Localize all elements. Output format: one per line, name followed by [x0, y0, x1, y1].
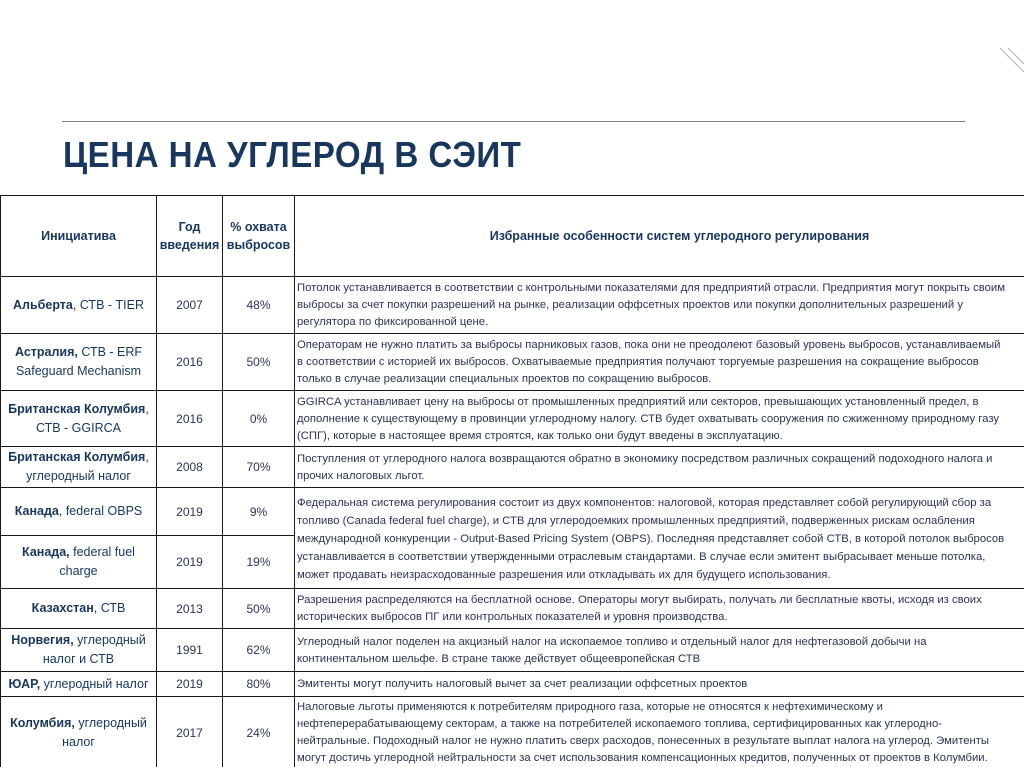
coverage-cell: 19% [223, 536, 295, 589]
initiative-cell: Альберта, СТВ - TIER [1, 277, 157, 334]
page-title: ЦЕНА НА УГЛЕРОД В СЭИТ [63, 134, 522, 175]
coverage-cell: 70% [223, 447, 295, 488]
initiative-cell: Британская Колумбия, СТВ - GGIRCA [1, 391, 157, 447]
initiative-cell: Канада, federal fuel charge [1, 536, 157, 589]
table-header-row [1, 196, 1024, 277]
features-cell: Углеродный налог поделен на акцизный налог на ископаемое топливо и отдельный налог для нефтегазовой добычи на континентальном шельфе. В стране также действует общеевропейская СТВ [295, 629, 1024, 672]
table-row [1, 391, 1024, 447]
coverage-cell: 50% [223, 334, 295, 391]
coverage-cell: 80% [223, 672, 295, 697]
year-cell: 2017 [157, 697, 223, 767]
corner-fold-icon [1000, 48, 1024, 72]
features-cell: Поступления от углеродного налога возвращаются обратно в экономику посредством различных сокращений подоходного налога и прочих налоговых льгот. [295, 447, 1024, 488]
year-cell: 2019 [157, 672, 223, 697]
initiative-cell: Британская Колумбия, углеродный налог [1, 447, 157, 488]
table-row [1, 277, 1024, 334]
title-rule [62, 121, 965, 122]
table-row [1, 629, 1024, 672]
features-cell: Операторам не нужно платить за выбросы парниковых газов, пока они не преодолеют базовый уровень выбросов, устанавливаемый в соответствии с историей их выбросов. Охватываемые предприятия получают торгуемые разрешения на сокращение выбросов только в случае реализации специальных проектов по сокращению выбросов. [295, 334, 1024, 391]
header-initiative: Инициатива [1, 196, 157, 277]
table-row [1, 334, 1024, 391]
coverage-cell: 24% [223, 697, 295, 767]
table-row [1, 672, 1024, 697]
year-cell: 2008 [157, 447, 223, 488]
year-cell: 2007 [157, 277, 223, 334]
features-cell: Потолок устанавливается в соответствии с контрольными показателями для предприятий отрасли. Предприятия могут покрыть своим выбросы за счет покупки разрешений на рынке, реализации оффсетных проектов или покупки дополнительных разрешений у регулятора по фиксированной цене. [295, 277, 1024, 334]
year-cell: 2016 [157, 334, 223, 391]
year-cell: 2013 [157, 589, 223, 629]
features-cell: Налоговые льготы применяются к потребителям природного газа, которые не относятся к нефтехимическому и нефтеперерабатывающему секторам, а также на потребителей ископаемого топлива, сертифицированных как углеродно- нейтральные. Подоходный налог не нужно платить сверх расходов, понесенных в результате выплат налога на углерод. Эмитенты могут достичь углеродной нейтральности за счет использования компенсационных кредитов, полученных от проектов в Колумбии. [295, 697, 1024, 767]
initiative-cell: Канада, federal OBPS [1, 488, 157, 536]
initiative-cell: Колумбия, углеродный налог [1, 697, 157, 767]
year-cell: 2016 [157, 391, 223, 447]
features-cell: GGIRCA устанавливает цену на выбросы от промышленных предприятий или секторов, превышающих установленный предел, в дополнение к существующему в провинции углеродному налогу. СТВ будет охватывать сооружения по сжиженному природному газу (СПГ), которые в настоящее время строятся, как только они будут введены в эксплуатацию. [295, 391, 1024, 447]
coverage-cell: 62% [223, 629, 295, 672]
carbon-pricing-table [0, 195, 1024, 767]
coverage-cell: 48% [223, 277, 295, 334]
header-features: Избранные особенности систем углеродного регулирования [295, 196, 1024, 277]
table-row [1, 447, 1024, 488]
coverage-cell: 50% [223, 589, 295, 629]
year-cell: 1991 [157, 629, 223, 672]
features-cell: Эмитенты могут получить налоговый вычет за счет реализации оффсетных проектов [295, 672, 1024, 697]
features-cell: Разрешения распределяются на бесплатной основе. Операторы могут выбирать, получать ли бесплатные квоты, исходя из своих исторических выбросов ПГ или контрольных показателей и уровня производства. [295, 589, 1024, 629]
initiative-cell: ЮАР, углеродный налог [1, 672, 157, 697]
header-coverage: % охвата выбросов [223, 196, 295, 277]
coverage-cell: 9% [223, 488, 295, 536]
initiative-cell: Норвегия, углеродный налог и СТВ [1, 629, 157, 672]
table-row [1, 589, 1024, 629]
initiative-cell: Астралия, СТВ - ERF Safeguard Mechanism [1, 334, 157, 391]
header-year: Год введения [157, 196, 223, 277]
table-row [1, 697, 1024, 767]
year-cell: 2019 [157, 488, 223, 536]
features-cell: Федеральная система регулирования состоит из двух компонентов: налоговой, которая представляет собой регулирующий сбор за топливо (Canada federal fuel charge), и СТВ для углеродоемких промышленных предприятий, подверженных рискам ослабления международной конкуренции - Output-Based Pricing System (OBPS). Последняя представляет собой СТВ, в которой потолок выбросов устанавливается в соответствии утвержденными отраслевым стандартами. В случае если эмитент выбрасывает меньше потолка, может продавать неизрасходованные разрешения или откладывать их для будущего использования. [295, 488, 1024, 589]
year-cell: 2019 [157, 536, 223, 589]
table-row [1, 488, 1024, 536]
initiative-cell: Казахстан, СТВ [1, 589, 157, 629]
coverage-cell: 0% [223, 391, 295, 447]
